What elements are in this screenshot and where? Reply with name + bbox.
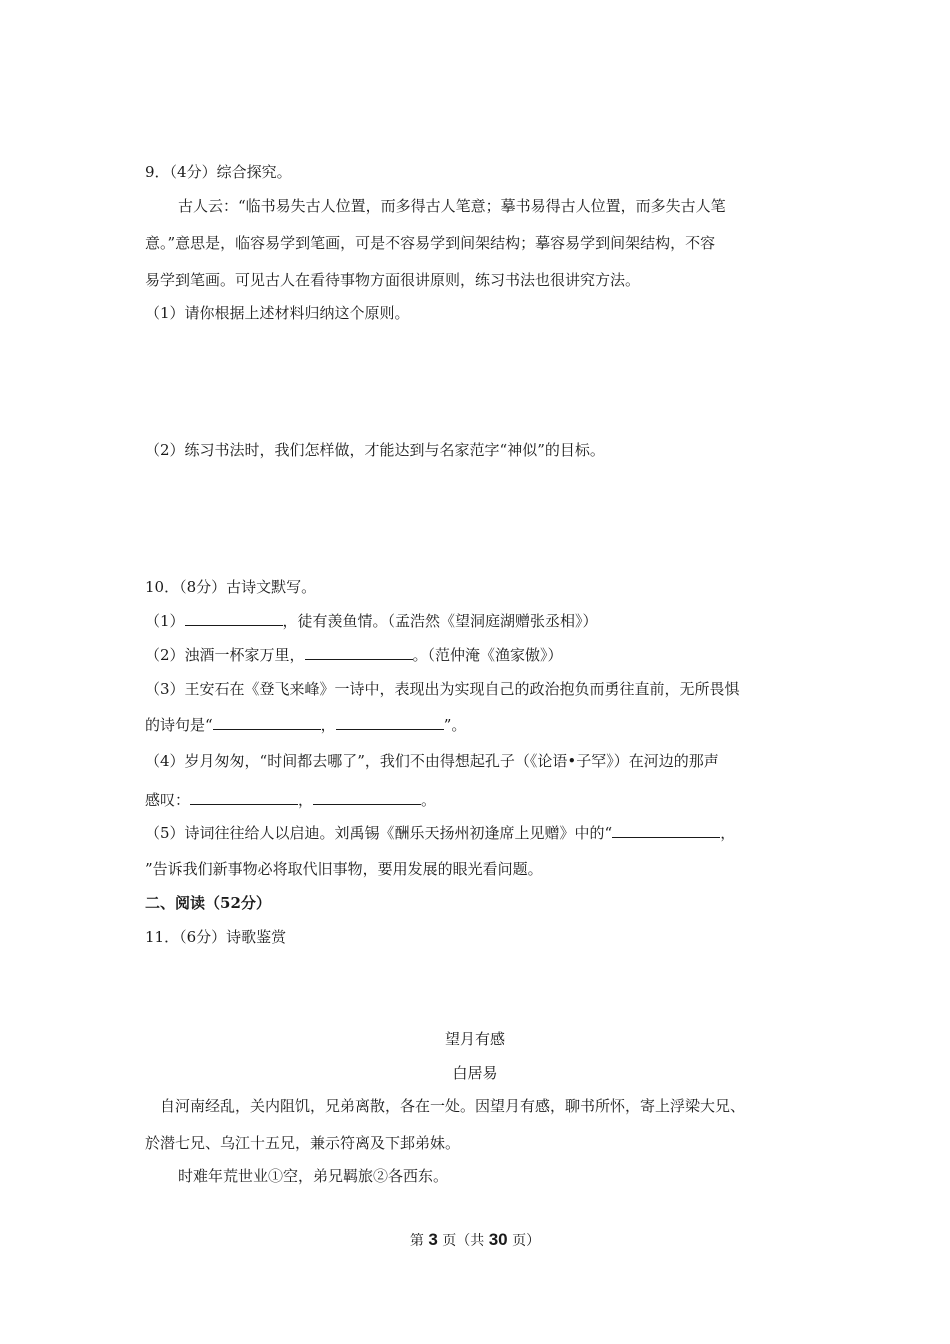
q10-item-5-separator: ， — [720, 824, 736, 842]
q10-item-4-prefix: 感叹： — [145, 791, 191, 809]
section-heading-reading: 二、阅读（52分） — [145, 894, 271, 912]
answer-blank[interactable] — [213, 714, 321, 730]
q9-paragraph-line-2: 意。”意思是，临容易学到笔画，可是不容易学到间架结构；摹容易学到间架结构，不容 — [145, 234, 716, 252]
q11-header: 11．（6分）诗歌鉴赏 — [145, 928, 287, 946]
footer-suffix: 页） — [512, 1233, 541, 1249]
q10-item-2 — [145, 644, 563, 665]
current-page-number: 3 — [428, 1230, 438, 1249]
q9-paragraph-line-3: 易学到笔画。可见古人在看待事物方面很讲原则，练习书法也很讲究方法。 — [145, 271, 641, 289]
q10-item-4-suffix: 。 — [421, 791, 437, 809]
q10-item-5-line-2: ”告诉我们新事物必将取代旧事物，要用发展的眼光看问题。 — [145, 860, 543, 878]
poem-preface-line-2: 於潜七兄、乌江十五兄，兼示符离及下邽弟妹。 — [145, 1134, 461, 1152]
q10-item-3-line-1: （3）王安石在《登飞来峰》一诗中，表现出为实现自己的政治抱负而勇往直前，无所畏惧 — [145, 680, 740, 698]
answer-blank[interactable] — [612, 822, 720, 838]
answer-blank[interactable] — [305, 644, 413, 660]
q10-item-3-separator: ， — [320, 716, 336, 734]
total-page-count: 30 — [488, 1230, 508, 1249]
answer-blank[interactable] — [190, 789, 298, 805]
poem-author: 白居易 — [452, 1064, 498, 1082]
q10-item-3-suffix: ”。 — [443, 716, 467, 734]
q9-header: 9．（4分）综合探究。 — [145, 163, 292, 181]
poem-preface-line-1: 自河南经乱，关内阻饥，兄弟离散，各在一处。因望月有感，聊书所怀，寄上浮梁大兄、 — [160, 1097, 746, 1115]
q10-item-3-prefix: 的诗句是“ — [145, 716, 213, 734]
q9-paragraph-line-1: 古人云：“临书易失古人位置，而多得古人笔意；摹书易得古人位置，而多失古人笔 — [178, 197, 726, 215]
q10-item-5-line-1 — [145, 822, 735, 843]
footer-middle: 页（共 — [442, 1233, 485, 1249]
answer-blank[interactable] — [185, 610, 283, 626]
q10-item-2-source: 。（范仲淹《渔家傲》） — [412, 646, 563, 664]
q9-sub-question-1: （1）请你根据上述材料归纳这个原则。 — [145, 304, 410, 322]
poem-title: 望月有感 — [444, 1030, 505, 1048]
poem-verse-1: 时难年荒世业①空，弟兄羁旅②各西东。 — [178, 1167, 449, 1185]
q10-item-4-separator: ， — [298, 791, 314, 809]
q10-item-2-text: （2）浊酒一杯家万里， — [145, 646, 305, 664]
page-footer — [0, 1230, 950, 1250]
q10-header: 10．（8分）古诗文默写。 — [145, 578, 317, 596]
q10-item-4-line-1: （4）岁月匆匆，“时间都去哪了”，我们不由得想起孔子（《论语•子罕》）在河边的那声 — [145, 752, 719, 770]
answer-blank[interactable] — [313, 789, 421, 805]
q10-item-5-text: （5）诗词往往给人以启迪。刘禹锡《酬乐天扬州初逢席上见赠》中的“ — [145, 824, 613, 842]
q9-sub-question-2: （2）练习书法时，我们怎样做，才能达到与名家范字“神似”的目标。 — [145, 441, 605, 459]
q10-item-1 — [145, 610, 598, 631]
footer-prefix: 第 — [409, 1233, 424, 1249]
q10-item-1-text: ，徒有羡鱼情。（孟浩然《望洞庭湖赠张丞相》） — [282, 612, 598, 630]
q10-item-1-prefix: （1） — [145, 612, 185, 630]
q10-item-4-line-2 — [145, 789, 436, 810]
answer-blank[interactable] — [336, 714, 444, 730]
q10-item-3-line-2 — [145, 714, 466, 735]
